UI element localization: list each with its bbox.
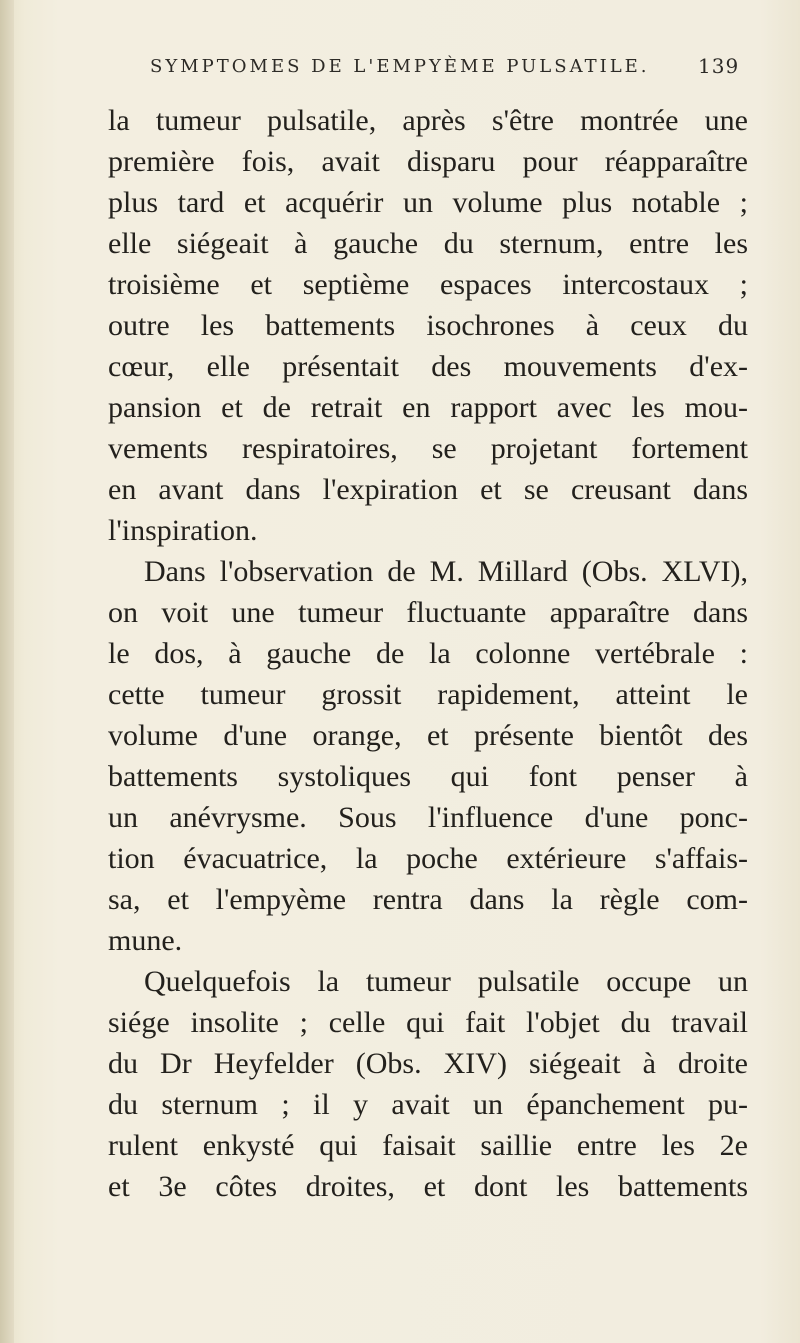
text-line: et 3e côtes droites, et dont les battements [108,1170,748,1203]
page-number: 139 [698,54,740,78]
paragraph-3 [108,961,748,1207]
text-line: Quelquefois la tumeur pulsatile occupe un [144,965,748,998]
text-line: pansion et de retrait en rapport avec les mou- [108,391,748,424]
text-line: mune. [108,924,183,957]
text-line: plus tard et acquérir un volume plus notable ; [108,186,748,219]
text-line: en avant dans l'expiration et se creusant dans [108,473,748,506]
text-line: du Dr Heyfelder (Obs. XIV) siégeait à droite [108,1047,748,1080]
text-line: Dans l'observation de M. Millard (Obs. XLVI), [144,555,748,588]
text-line: volume d'une orange, et présente bientôt des [108,719,748,752]
paragraph-2 [108,551,748,961]
text-line: elle siégeait à gauche du sternum, entre les [108,227,748,260]
text-line: cœur, elle présentait des mouvements d'ex- [108,350,748,383]
text-line: tion évacuatrice, la poche extérieure s'affais- [108,842,748,875]
text-line: du sternum ; il y avait un épanchement pu- [108,1088,748,1121]
body-text [108,100,748,1207]
text-line: rulent enkysté qui faisait saillie entre les 2e [108,1129,748,1162]
text-line: outre les battements isochrones à ceux du [108,309,748,342]
text-line: vements respiratoires, se projetant fortement [108,432,748,465]
text-line: battements systoliques qui font penser à [108,760,748,793]
text-line: l'inspiration. [108,514,258,547]
text-line: cette tumeur grossit rapidement, atteint le [108,678,748,711]
text-line: sa, et l'empyème rentra dans la règle com- [108,883,748,916]
text-line: première fois, avait disparu pour réapparaître [108,145,748,178]
page-gutter [0,0,14,1343]
running-title: SYMPTOMES DE L'EMPYÈME PULSATILE. [150,56,650,77]
text-line: on voit une tumeur fluctuante apparaître dans [108,596,748,629]
text-line: un anévrysme. Sous l'influence d'une ponc- [108,801,748,834]
text-line: troisième et septième espaces intercostaux ; [108,268,748,301]
text-line: siége insolite ; celle qui fait l'objet du travail [108,1006,748,1039]
paragraph-1 [108,100,748,551]
running-head [150,56,740,86]
text-line: le dos, à gauche de la colonne vertébrale : [108,637,748,670]
text-line: la tumeur pulsatile, après s'être montrée une [108,104,748,137]
